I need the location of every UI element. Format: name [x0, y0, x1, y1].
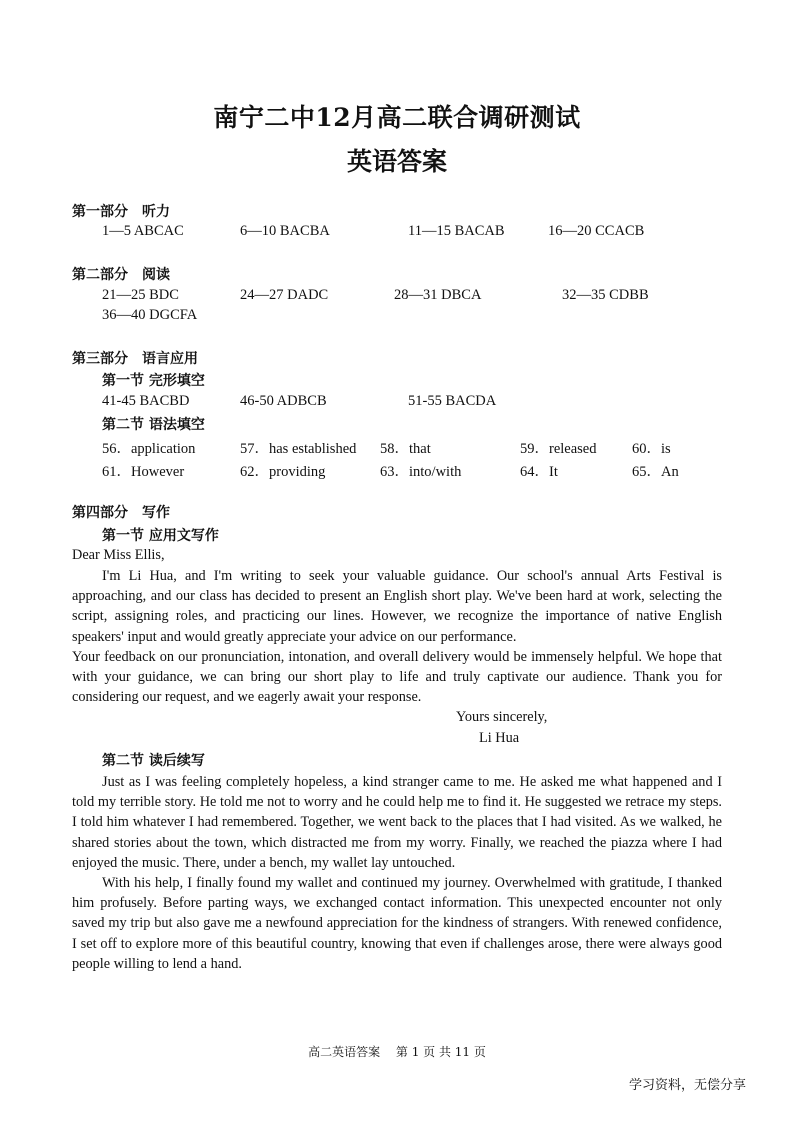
part4-section2-heading: 第二节 读后续写 [102, 753, 205, 769]
page-footer: 高二英语答案 第 1 页 共 11 页 [308, 1045, 486, 1059]
answer-group: 11—15 BACAB [408, 223, 505, 239]
answer-group: 1—5 ABCAC [102, 223, 184, 239]
letter-paragraph: Your feedback on our pronunciation, intonation, and overall delivery would be immensely helpful. We hope that with your guidance, we can bring our short play to life and truly captivate our audience. Thank you for considering our request, and we eagerly await your response. [72, 649, 722, 706]
grammar-answer: 65．An [632, 464, 679, 480]
answer-group: 32—35 CDBB [562, 287, 649, 303]
part4-heading: 第四部分 写作 [72, 505, 170, 521]
grammar-answer: 61．However [102, 464, 185, 480]
page-title: 南宁二中12月高二联合调研测试 [213, 103, 581, 132]
answer-group: 28—31 DBCA [394, 287, 482, 303]
continuation-paragraph: Just as I was feeling completely hopeless, a kind stranger came to me. He asked me what happened and I told my terrible story. He told me not to worry and he could help me to find it. He suggested we retrace my steps. I told him whatever I had remembered. Together, we went back to the places that I had visited. As we walked, he shared stories about the town, which distracted me from my worry. Finally, we reached the piazza where I had enjoyed the music. There, under a bench, my wallet lay untouched. [72, 774, 722, 871]
page-subtitle: 英语答案 [346, 147, 447, 176]
answer-group: 16—20 CCACB [548, 223, 645, 239]
cloze-answers [0, 393, 794, 413]
grammar-answer: 60．is [632, 441, 671, 457]
grammar-answer: 59．released [520, 441, 597, 457]
part2-answers-row2 [0, 307, 794, 327]
letter-paragraph: I'm Li Hua, and I'm writing to seek your valuable guidance. Our school's annual Arts Festival is approaching, and our class has decided to present an English short play. We've been hard at work, selecting the script, assigning roles, and practicing our lines. However, we recognize the importance of native English speakers' input and would greatly appreciate your advice on our performance. [72, 568, 722, 645]
part1-answers [0, 223, 794, 243]
letter-closing: Yours sincerely, [456, 709, 548, 725]
continuation-paragraph: With his help, I finally found my wallet and continued my journey. Overwhelmed with gratitude, I thanked him profusely. Before parting ways, we exchanged contact information. This unexpected encounter not only saved my trip but also gave me a newfound appreciation for the kindness of strangers. With renewed confidence, I set off to explore more of this beautiful country, knowing that even if challenges arose, there were always good people willing to lend a hand. [72, 875, 722, 972]
grammar-answer: 64．It [520, 464, 558, 480]
answer-group: 41-45 BACBD [102, 393, 190, 409]
part1-heading: 第一部分 听力 [72, 204, 170, 220]
part3-heading: 第三部分 语言应用 [72, 351, 198, 367]
grammar-answer: 58．that [380, 441, 431, 457]
share-note: 学习资料，无偿分享 [628, 1078, 746, 1093]
answer-group: 51-55 BACDA [408, 393, 497, 409]
grammar-answer: 62．providing [240, 464, 326, 480]
answer-group: 21—25 BDC [102, 287, 179, 303]
part3-section1-heading: 第一节 完形填空 [102, 373, 205, 389]
part2-answers-row1 [0, 287, 794, 307]
answer-group: 46-50 ADBCB [240, 393, 327, 409]
grammar-answers-row2 [0, 460, 794, 480]
letter-salutation: Dear Miss Ellis, [72, 547, 165, 563]
grammar-answers-row1 [0, 437, 794, 457]
answer-group: 36—40 DGCFA [102, 307, 198, 323]
grammar-answer: 63．into/with [380, 464, 462, 480]
answer-group: 24—27 DADC [240, 287, 329, 303]
part3-section2-heading: 第二节 语法填空 [102, 417, 205, 433]
answer-group: 6—10 BACBA [240, 223, 330, 239]
letter-signature: Li Hua [479, 730, 520, 746]
part4-section1-heading: 第一节 应用文写作 [102, 528, 219, 544]
part2-heading: 第二部分 阅读 [72, 267, 170, 283]
grammar-answer: 57．has established [240, 441, 357, 457]
grammar-answer: 56．application [102, 441, 196, 457]
